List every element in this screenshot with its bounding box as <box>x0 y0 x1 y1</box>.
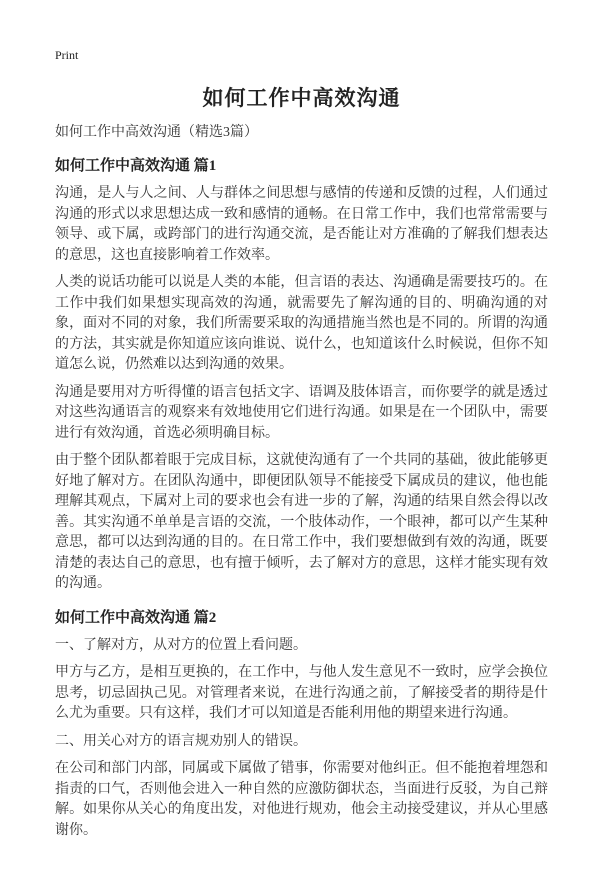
section-2-point-2: 二、用关心对方的语言规劝别人的错误。 <box>55 733 307 749</box>
section-2-paragraph-1: 甲方与乙方，是相互更换的，在工作中，与他人发生意见不一致时，应学会换位思考，切忌固执己见。对管理者来说，在进行沟通之前，了解接受者的期待是什么尤为重要。只有这样，我们才可以知道是否能利用他的期望来进行沟通。 <box>55 665 548 721</box>
section-1-paragraph-3: 沟通是要用对方听得懂的语言包括文字、语调及肢体语言，而你要学的就是透过对这些沟通语言的观察来有效地使用它们进行沟通。如果是在一个团队中，需要进行有效沟通，首选必须明确目标。 <box>55 384 548 441</box>
print-link[interactable]: Print <box>55 48 79 62</box>
page-subtitle: 如何工作中高效沟通（精选3篇） <box>55 125 258 140</box>
section-2-heading: 如何工作中高效沟通 篇2 <box>55 609 217 626</box>
section-2-paragraph-2: 在公司和部门内部，同属或下属做了错事，你需要对他纠正。但不能抱着埋怨和指责的口气，否则他会进入一种自然的应激防御状态，当面进行反驳，为自己辩解。如果你从关心的角度出发，对他进行规劝，他会主动接受建议，并从心里感谢你。 <box>55 761 548 838</box>
section-1-paragraph-2: 人类的说话功能可以说是人类的本能，但言语的表达、沟通确是需要技巧的。在工作中我们如果想实现高效的沟通，就需要先了解沟通的目的、明确沟通的对象，面对不同的对象，我们所需要采取的沟通措施当然也是不同的。所谓的沟通的方法，其实就是你知道应该向谁说、说什么，也知道该什么时候说，但你不知道怎么说，仍然难以达到沟通的效果。 <box>55 275 548 372</box>
section-2-point-1: 一、了解对方，从对方的位置上看问题。 <box>55 637 307 653</box>
section-1-paragraph-1: 沟通，是人与人之间、人与群体之间思想与感情的传递和反馈的过程，人们通过沟通的形式以求思想达成一致和感情的通畅。在日常工作中，我们也常常需要与领导、或下属，或跨部门的进行沟通交流，是否能让对方准确的了解我们想表达的意思，这也直接影响着工作效率。 <box>55 186 548 263</box>
section-1-heading: 如何工作中高效沟通 篇1 <box>55 158 217 174</box>
page-title: 如何工作中高效沟通 <box>202 86 401 110</box>
section-1-paragraph-4: 由于整个团队都着眼于完成目标，这就使沟通有了一个共同的基础，彼此能够更好地了解对方。在团队沟通中，即便团队领导不能接受下属成员的建议，他也能理解其观点，下属对上司的要求也会有进一步的了解，沟通的结果自然会得以改善。其实沟通不单单是言语的交流，一个肢体动作，一个眼神，都可以产生某种意思，都可以达到沟通的目的。在日常工作中，我们要想做到有效的沟通，既要清楚的表达自己的意思，也有擅于倾听，去了解对方的意思，这样才能实现有效的沟通。 <box>55 453 548 591</box>
